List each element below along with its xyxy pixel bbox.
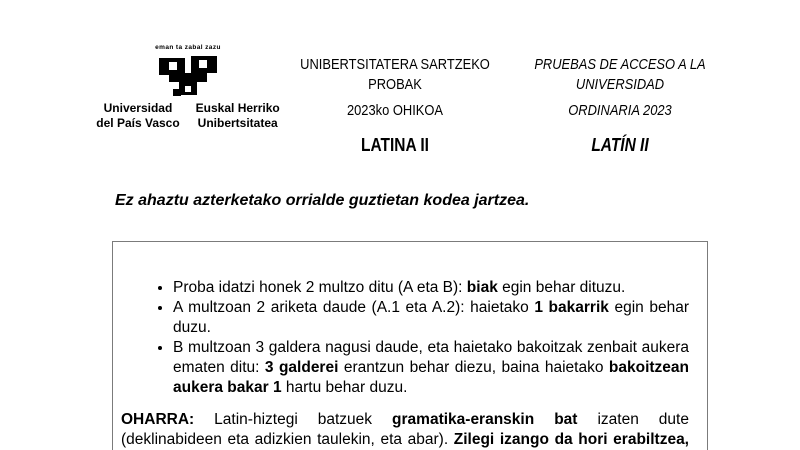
university-name-basque: Euskal Herriko Unibertsitatea — [195, 101, 280, 130]
university-names — [88, 101, 288, 130]
code-reminder-text: Ez ahaztu azterketako orrialde guztietan kodea jartzea. — [115, 192, 530, 209]
exam-title-line: UNIBERTSITATERA SARTZEKO — [300, 56, 490, 73]
university-name-spanish: Universidad del País Vasco — [96, 101, 180, 130]
instruction-item: • Proba idatzi honek 2 multzo ditu (A eta B): biak egin behar dituzu. — [173, 278, 689, 298]
upv-ehu-tree-logo-icon — [156, 53, 220, 99]
instruction-item: • B multzoan 3 galdera nagusi daude, eta haietako bakoitzak zenbait aukera ematen ditu: 3 galderei erantzun behar diezu, baina haietako bakoitzean aukera bakar 1 hartu behar duzu. — [173, 338, 689, 398]
exam-title-line: PRUEBAS DE ACCESO A LA — [534, 56, 706, 73]
instruction-item: • A multzoan 2 ariketa daude (A.1 eta A.2): haietako 1 bakarrik egin behar duzu. — [173, 298, 689, 338]
title-column-basque — [288, 55, 503, 156]
exam-subject-basque: LATINA II — [361, 135, 429, 155]
exam-session-line: ORDINARIA 2023 — [568, 102, 672, 119]
note-paragraph: OHARRA: Latin-hiztegi batzuek gramatika-eranskin bat izaten dute (deklinabideen eta adizkien taulekin, eta abar). Zilegi izango da hori erabiltzea, — [121, 411, 689, 448]
exam-session-line: 2023ko OHIKOA — [346, 102, 444, 119]
logo-motto: eman ta zabal zazu — [155, 44, 221, 51]
instructions-box — [112, 241, 708, 450]
title-column-spanish — [517, 55, 723, 156]
exam-title-line: UNIVERSIDAD — [575, 76, 665, 93]
exam-subject-spanish: LATÍN II — [591, 135, 649, 155]
instruction-list — [113, 278, 689, 398]
university-logo-block — [88, 44, 288, 130]
exam-title-line: PROBAK — [368, 76, 422, 93]
